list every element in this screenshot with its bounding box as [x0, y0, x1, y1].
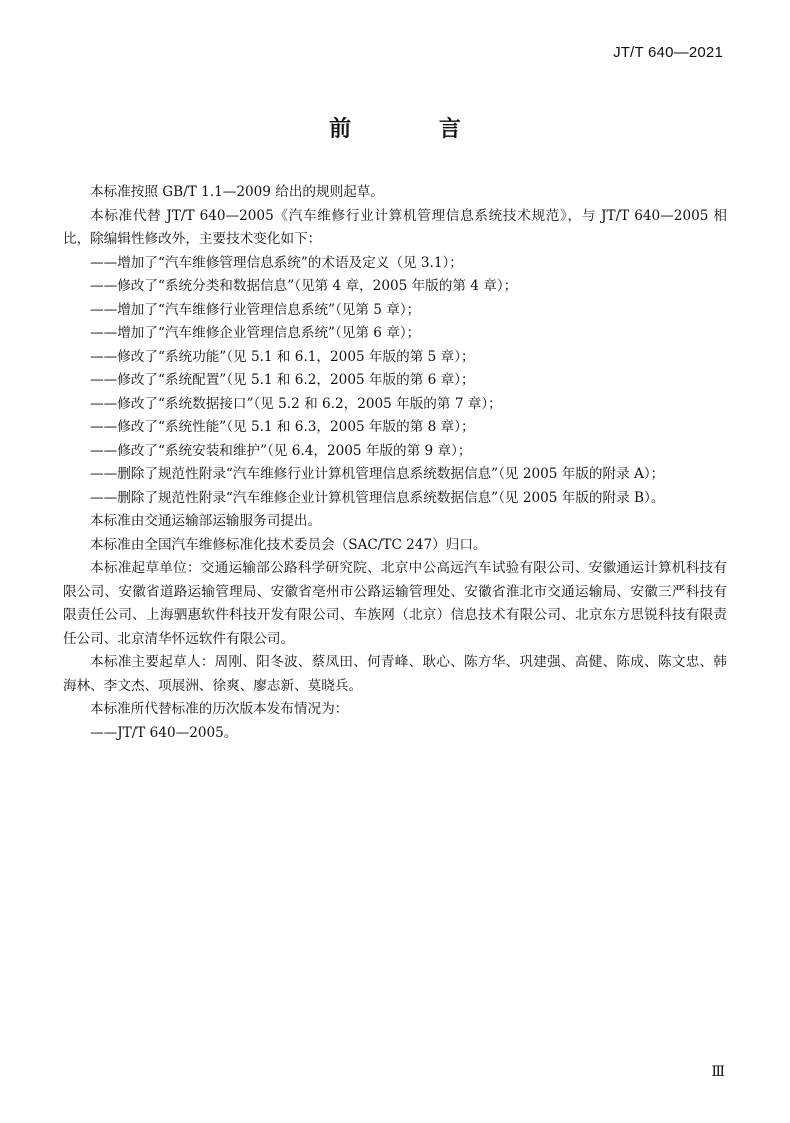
change-item: ——删除了规范性附录“汽车维修行业计算机管理信息系统数据信息”（见 2005 年版的附录 A）； [90, 466, 665, 482]
change-item: ——修改了“系统功能”（见 5.1 和 6.1，2005 年版的第 5 章）； [90, 348, 475, 365]
change-item: ——修改了“系统配置”（见 5.1 和 6.2，2005 年版的第 6 章）； [90, 372, 475, 388]
change-item: ——修改了“系统数据接口”（见 5.2 和 6.2，2005 年版的第 7 章）； [90, 395, 502, 412]
paragraph-previous-editions: 本标准所代替标准的历次版本发布情况为： [90, 701, 349, 717]
change-item: ——增加了“汽车维修行业管理信息系统”（见第 5 章）； [90, 301, 421, 318]
change-item: ——增加了“汽车维修管理信息系统”的术语及定义（见 3.1）； [90, 254, 463, 271]
paragraph-drafting-rules: 本标准按照 GB/T 1.1—2009 给出的规则起草。 [90, 184, 384, 200]
change-item: ——增加了“汽车维修企业管理信息系统”（见第 6 章）； [90, 325, 421, 341]
paragraph-committee: 本标准由全国汽车维修标准化技术委员会（SAC/TC 247）归口。 [90, 536, 487, 553]
paragraph-replacement: 本标准代替 JT/T 640—2005《汽车维修行业计算机管理信息系统技术规范》，与 JT/T 640—2005 相比，除编辑性修改外，主要技术变化如下： [63, 207, 727, 247]
previous-edition-item: ——JT/T 640—2005。 [90, 724, 238, 741]
foreword-body [63, 181, 727, 745]
paragraph-proposer: 本标准由交通运输部运输服务司提出。 [90, 513, 322, 529]
change-item: ——删除了规范性附录“汽车维修企业计算机管理信息系统数据信息”（见 2005 年版的附录 B）。 [90, 489, 665, 506]
change-item: ——修改了“系统性能”（见 5.1 和 6.3，2005 年版的第 8 章）； [90, 419, 475, 435]
change-item: ——修改了“系统分类和数据信息”（见第 4 章，2005 年版的第 4 章）； [90, 278, 518, 294]
page-title: 前 言 [329, 117, 501, 142]
paragraph-drafting-units: 本标准起草单位：交通运输部公路科学研究院、北京中公高远汽车试验有限公司、安徽通运计算机科技有限公司、安徽省道路运输管理局、安徽省亳州市公路运输管理处、安徽省淮北市交通运输局、安徽三严科技有限责任公司、上海驷惠软件科技开发有限公司、车族网（北京）信息技术有限公司、北京东方思锐科技有限责任公司、北京清华怀远软件有限公司。 [63, 560, 727, 647]
page-number: Ⅲ [711, 1064, 724, 1080]
document-code: JT/T 640—2021 [613, 44, 723, 61]
change-item: ——修改了“系统安装和维护”（见 6.4，2005 年版的第 9 章）； [90, 442, 472, 459]
paragraph-drafters: 本标准主要起草人：周刚、阳冬波、蔡凤田、何青峰、耿心、陈方华、巩建强、高健、陈成、陈文忠、韩海林、李文杰、项展洲、徐爽、廖志新、莫晓兵。 [63, 654, 727, 694]
